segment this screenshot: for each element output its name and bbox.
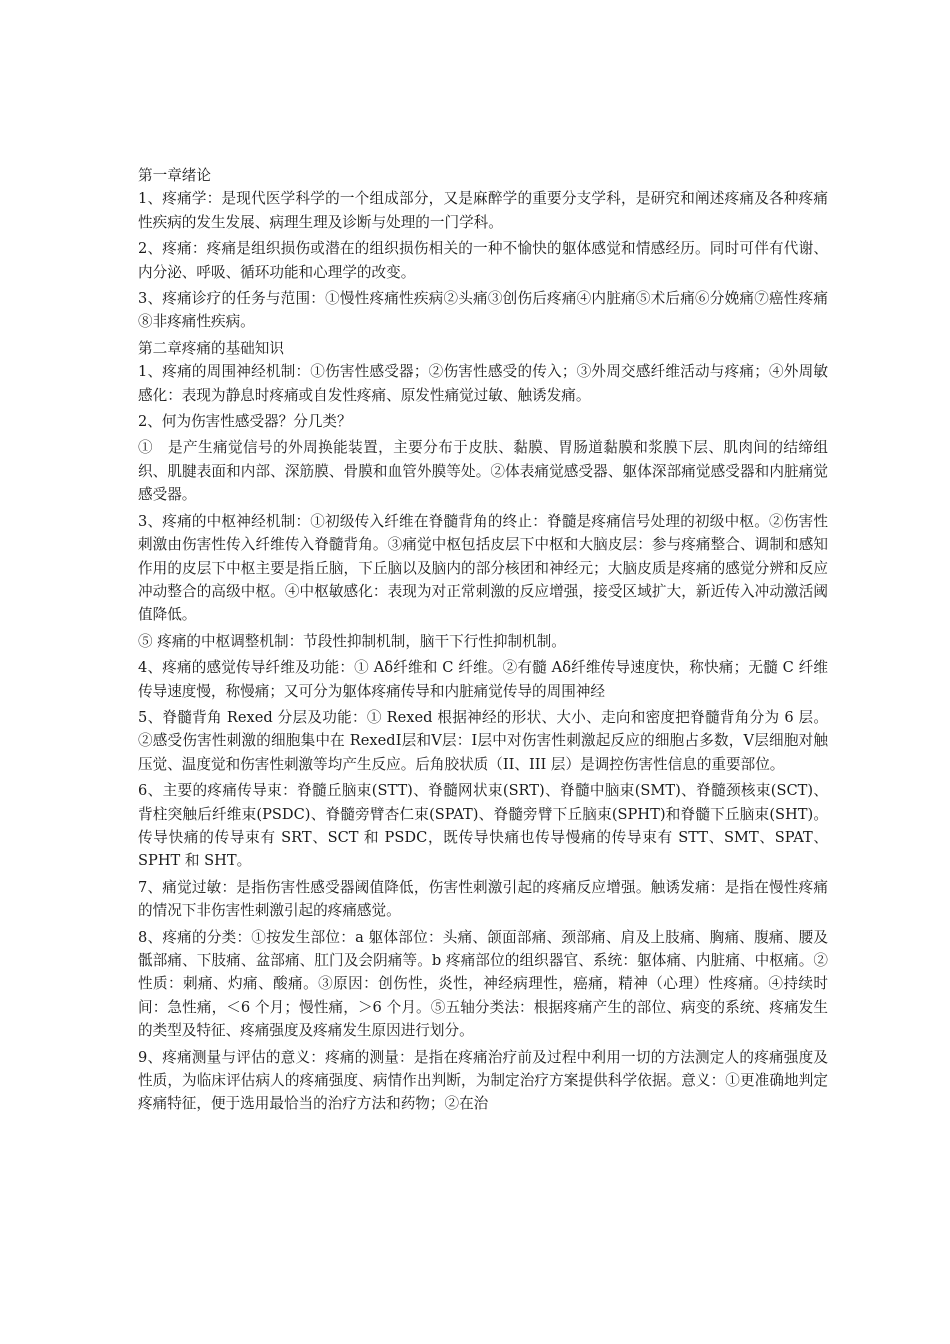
paragraph-central-regulation: ⑤ 疼痛的中枢调整机制：节段性抑制机制，脑干下行性抑制机制。 xyxy=(138,632,566,650)
paragraph-peripheral-mechanism: 1、疼痛的周围神经机制：①伤害性感受器；②伤害性感受的传入；③外周交感纤维活动与疼痛；④外周敏感化：表现为静息时疼痛或自发性疼痛、原发性痛觉过敏、触诱发痛。 xyxy=(138,363,828,404)
chapter-1-title: 第一章绪论 xyxy=(138,167,211,184)
paragraph-pathways: 6、主要的疼痛传导束：脊髓丘脑束(STT)、脊髓网状束(SRT)、脊髓中脑束(SMT)、脊髓颈核束(SCT)、背柱突触后纤维束(PSDC)、脊髓旁臂杏仁束(SPAT)、脊髓旁臂下丘脑束(SPHT)和脊髓下丘脑束(SHT)。传导快痛的传导束有 SRT、SCT 和 PSDC，既传导快痛也传导慢痛的传导束有 STT、SMT、SPAT、SPHT 和 SHT。 xyxy=(138,782,828,870)
document-body xyxy=(138,164,828,1119)
paragraph-central-mechanism: 3、疼痛的中枢神经机制：①初级传入纤维在脊髓背角的终止：脊髓是疼痛信号处理的初级中枢。②伤害性刺激由伤害性传入纤维传入脊髓背角。③痛觉中枢包括皮层下中枢和大脑皮层：参与疼痛整合、调制和感知作用的皮层下中枢主要是指丘脑，下丘脑以及脑内的部分核团和神经元；大脑皮质是疼痛的感觉分辨和反应冲动整合的高级中枢。④中枢敏感化：表现为对正常刺激的反应增强，接受区域扩大，新近传入冲动激活阈值降低。 xyxy=(138,512,828,624)
paragraph-nociceptor-answer: ① 是产生痛觉信号的外周换能装置，主要分布于皮肤、黏膜、胃肠道黏膜和浆膜下层、肌肉间的结缔组织、肌腱表面和内部、深筋膜、骨膜和血管外膜等处。②体表痛觉感受器、躯体深部痛觉感受器和内脏痛觉感受器。 xyxy=(138,439,828,504)
paragraph-nociceptor-question: 2、何为伤害性感受器？分几类？ xyxy=(138,413,352,431)
paragraph-pain-science: 1、疼痛学：是现代医学科学的一个组成部分，又是麻醉学的重要分支学科，是研究和阐述疼痛及各种疼痛性疾病的发生发展、病理生理及诊断与处理的一门学科。 xyxy=(138,190,828,231)
paragraph-hyperalgesia: 7、痛觉过敏：是指伤害性感受器阈值降低，伤害性刺激引起的疼痛反应增强。触诱发痛：是指在慢性疼痛的情况下非伤害性刺激引起的疼痛感觉。 xyxy=(138,878,828,920)
paragraph-measurement: 9、疼痛测量与评估的意义：疼痛的测量：是指在疼痛治疗前及过程中利用一切的方法测定人的疼痛强度及性质，为临床评估病人的疼痛强度、病情作出判断，为制定治疗方案提供科学依据。意义：①更准确地判定疼痛特征，便于选用最恰当的治疗方法和药物；②在治 xyxy=(138,1048,828,1113)
paragraph-pain-definition: 2、疼痛：疼痛是组织损伤或潜在的组织损伤相关的一种不愉快的躯体感觉和情感经历。同时可伴有代谢、内分泌、呼吸、循环功能和心理学的改变。 xyxy=(138,240,828,281)
paragraph-scope: 3、疼痛诊疗的任务与范围：①慢性疼痛性疾病②头痛③创伤后疼痛④内脏痛⑤术后痛⑥分娩痛⑦癌性疼痛⑧非疼痛性疾病。 xyxy=(138,290,828,331)
paragraph-rexed-layers: 5、脊髓背角 Rexed 分层及功能：① Rexed 根据神经的形状、大小、走向和密度把脊髓背角分为 6 层。②感受伤害性刺激的细胞集中在 RexedⅠ层和Ⅴ层：Ⅰ层中对伤害性刺激起反应的细胞占多数，Ⅴ层细胞对触压觉、温度觉和伤害性刺激等均产生反应。后角胶状质（II、III 层）是调控伤害性信息的重要部位。 xyxy=(138,708,828,773)
chapter-2-title: 第二章疼痛的基础知识 xyxy=(138,339,284,357)
paragraph-fibers: 4、疼痛的感觉传导纤维及功能：① Aδ纤维和 C 纤维。②有髓 Aδ纤维传导速度快，称快痛；无髓 C 纤维传导速度慢，称慢痛；又可分为躯体疼痛传导和内脏痛觉传导的周围神经 xyxy=(138,659,828,700)
paragraph-classification: 8、疼痛的分类：①按发生部位：a 躯体部位：头痛、颌面部痛、颈部痛、肩及上肢痛、胸痛、腹痛、腰及骶部痛、下肢痛、盆部痛、肛门及会阴痛等。b 疼痛部位的组织器官、系统：躯体痛、内脏痛、中枢痛。②性质：刺痛、灼痛、酸痛。③原因：创伤性，炎性，神经病理性，癌痛，精神（心理）性疼痛。④持续时间：急性痛，＜6 个月；慢性痛，＞6 个月。⑤五轴分类法：根据疼痛产生的部位、病变的系统、疼痛发生的类型及特征、疼痛强度及疼痛发生原因进行划分。 xyxy=(138,928,828,1040)
